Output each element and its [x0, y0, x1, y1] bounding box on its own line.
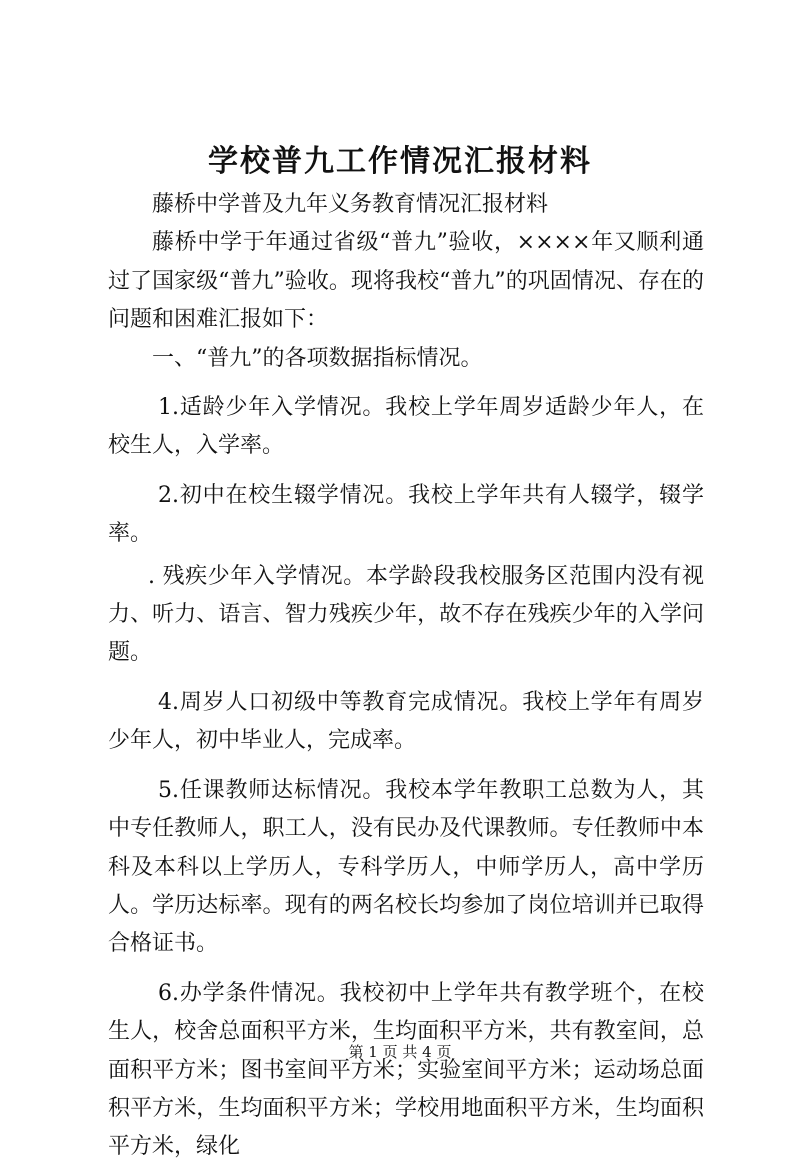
paragraph-intro: 藤桥中学于年通过省级“普九”验收，××××年又顺利通过了国家级“普九”验收。现将我校“普九”的巩固情况、存在的问题和困难汇报如下： [108, 230, 704, 333]
document-body [108, 186, 704, 1167]
page-footer: 第 1 页 共 4 页 [348, 1043, 452, 1061]
paragraph-item-2: 2.初中在校生辍学情况。我校上学年共有人辍学，辍学率。 [108, 482, 704, 547]
paragraph-item-6: 6.办学条件情况。我校初中上学年共有教学班个，在校生人，校舍总面积平方米，生均面积平方米，共有教室间，总面积平方米；图书室间平方米；实验室间平方米；运动场总面积平方米，生均面积平方米；学校用地面积平方米，生均面积平方米，绿化 [108, 980, 704, 1160]
paragraph-item-5: 5.任课教师达标情况。我校本学年教职工总数为人，其中专任教师人，职工人，没有民办及代课教师。专任教师中本科及本科以上学历人，专科学历人，中师学历人，高中学历人。学历达标率。现有的两名校长均参加了岗位培训并已取得合格证书。 [108, 777, 704, 957]
paragraph-item-1: 1.适龄少年入学情况。我校上学年周岁适龄少年人，在校生人，入学率。 [108, 395, 704, 459]
document-title: 学校普九工作情况汇报材料 [208, 144, 592, 179]
paragraph-item-3: . 残疾少年入学情况。本学龄段我校服务区范围内没有视力、听力、语言、智力残疾少年，故不存在残疾少年的入学问题。 [108, 563, 704, 666]
paragraph-subtitle: 藤桥中学普及九年义务教育情况汇报材料 [152, 192, 549, 217]
paragraph-item-4: 4.周岁人口初级中等教育完成情况。我校上学年有周岁少年人，初中毕业人，完成率。 [108, 689, 704, 754]
paragraph-section-heading: 一、“普九”的各项数据指标情况。 [152, 345, 483, 371]
